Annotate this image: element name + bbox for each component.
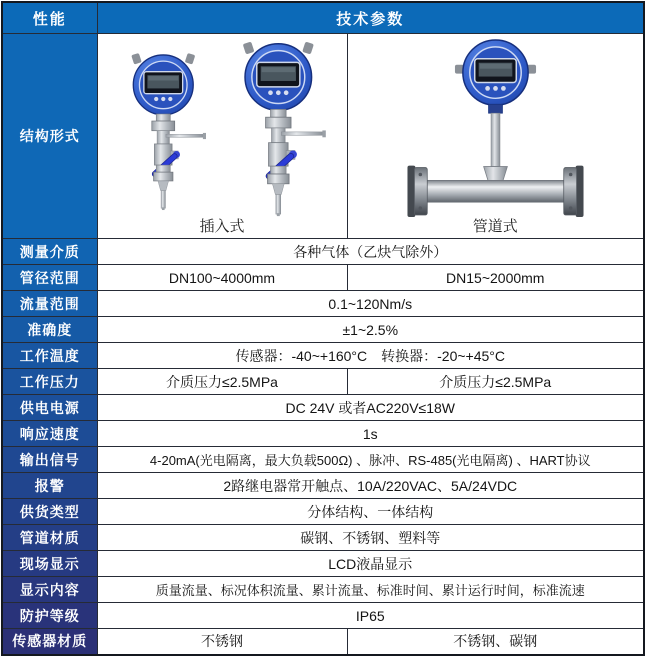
table-row xyxy=(2,551,644,577)
table-row xyxy=(2,343,644,369)
structure-row xyxy=(2,34,644,239)
table-row xyxy=(2,421,644,447)
value-supply-type: 分体结构、一体结构 xyxy=(97,499,644,525)
value-pipeline-material: 碳钢、不锈钢、塑料等 xyxy=(97,525,644,551)
row-label-working-pressure: 工作压力 xyxy=(2,369,97,395)
header-performance: 性能 xyxy=(2,2,97,34)
table-row xyxy=(2,577,644,603)
value-working-pressure-pipeline: 介质压力≤2.5MPa xyxy=(347,369,644,395)
table-row xyxy=(2,499,644,525)
row-label-pipe-diameter-range: 管径范围 xyxy=(2,265,97,291)
row-label-flow-range: 流量范围 xyxy=(2,291,97,317)
spec-table xyxy=(1,1,645,656)
table-row xyxy=(2,629,644,655)
row-label-power-supply: 供电电源 xyxy=(2,395,97,421)
pipeline-type-cell xyxy=(347,34,644,239)
row-label-working-temperature: 工作温度 xyxy=(2,343,97,369)
table-row xyxy=(2,603,644,629)
row-label-protection-rating: 防护等级 xyxy=(2,603,97,629)
pipeline-flowmeter-image xyxy=(383,37,608,217)
value-output-signal: 4-20mA(光电隔离，最大负载500Ω) 、脉冲、RS-485(光电隔离) 、HART协议 xyxy=(97,447,644,473)
table-row xyxy=(2,369,644,395)
header-tech-params: 技术参数 xyxy=(97,2,644,34)
value-accuracy: ±1~2.5% xyxy=(97,317,644,343)
value-measuring-medium: 各种气体（乙炔气除外） xyxy=(97,239,644,265)
value-working-temperature: 传感器：-40~+160°C 转换器：-20~+45°C xyxy=(97,343,644,369)
table-row xyxy=(2,291,644,317)
insertion-type-cell xyxy=(97,34,347,239)
value-working-pressure-insertion: 介质压力≤2.5MPa xyxy=(97,369,347,395)
value-response-time: 1s xyxy=(97,421,644,447)
value-flow-range: 0.1~120Nm/s xyxy=(97,291,644,317)
value-pipe-diameter-insertion: DN100~4000mm xyxy=(97,265,347,291)
table-row xyxy=(2,239,644,265)
table-row xyxy=(2,447,644,473)
row-label-pipeline-material: 管道材质 xyxy=(2,525,97,551)
insertion-flowmeter-image xyxy=(105,37,340,217)
value-protection-rating: IP65 xyxy=(97,603,644,629)
row-label-alarm: 报警 xyxy=(2,473,97,499)
table-row xyxy=(2,473,644,499)
insertion-caption: 插入式 xyxy=(199,218,245,235)
row-label-sensor-material: 传感器材质 xyxy=(2,629,97,655)
table-row xyxy=(2,525,644,551)
value-power-supply: DC 24V 或者AC220V≤18W xyxy=(97,395,644,421)
row-label-structure-type: 结构形式 xyxy=(2,34,97,239)
row-label-output-signal: 输出信号 xyxy=(2,447,97,473)
row-label-local-display: 现场显示 xyxy=(2,551,97,577)
table-row xyxy=(2,395,644,421)
row-label-display-content: 显示内容 xyxy=(2,577,97,603)
table-header-row xyxy=(2,2,644,34)
table-row xyxy=(2,265,644,291)
value-alarm: 2路继电器常开触点、10A/220VAC、5A/24VDC xyxy=(97,473,644,499)
value-sensor-material-pipeline: 不锈钢、碳钢 xyxy=(347,629,644,655)
pipeline-caption: 管道式 xyxy=(472,218,518,235)
table-row xyxy=(2,317,644,343)
row-label-response-time: 响应速度 xyxy=(2,421,97,447)
row-label-supply-type: 供货类型 xyxy=(2,499,97,525)
value-sensor-material-insertion: 不锈钢 xyxy=(97,629,347,655)
value-pipe-diameter-pipeline: DN15~2000mm xyxy=(347,265,644,291)
row-label-accuracy: 准确度 xyxy=(2,317,97,343)
row-label-measuring-medium: 测量介质 xyxy=(2,239,97,265)
value-display-content: 质量流量、标况体积流量、累计流量、标准时间、累计运行时间，标准流速 xyxy=(97,577,644,603)
value-local-display: LCD液晶显示 xyxy=(97,551,644,577)
